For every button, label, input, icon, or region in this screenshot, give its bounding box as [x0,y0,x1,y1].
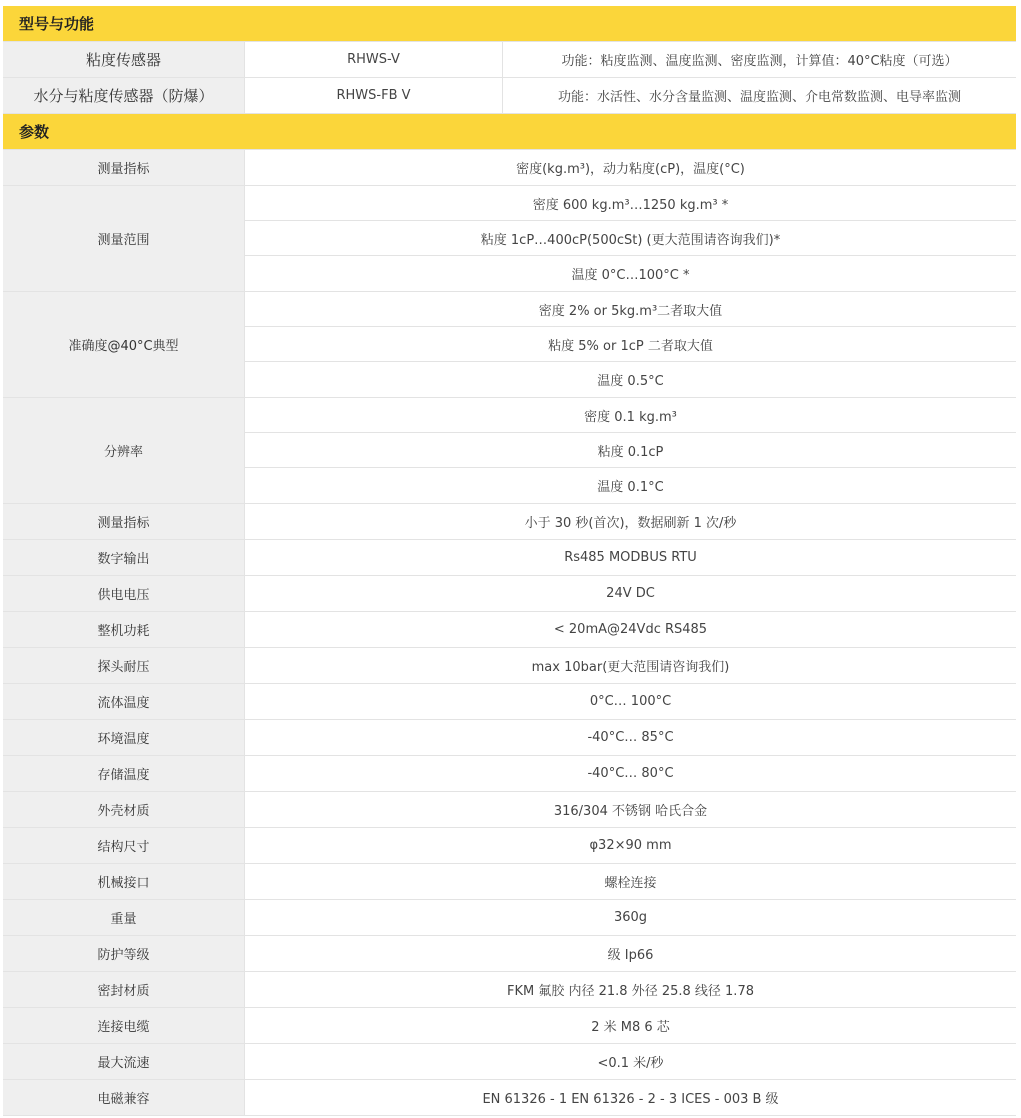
param-label: 测量指标 [3,504,245,539]
param-row [3,684,1016,720]
param-label: 准确度@40°C典型 [3,292,245,397]
param-label: 测量指标 [3,150,245,185]
model-function: 功能：水活性、水分含量监测、温度监测、介电常数监测、电导率监测 [557,90,961,105]
param-label: 重量 [3,900,245,935]
param-values [245,292,1016,397]
param-label: 环境温度 [3,720,245,755]
model-row [3,42,1016,78]
param-row [3,936,1016,972]
param-row [3,504,1016,540]
param-label: 存储温度 [3,756,245,791]
param-value: 密度 600 kg.m³…1250 kg.m³ * [245,186,1016,221]
param-group-row [3,292,1016,398]
model-row [3,78,1016,114]
model-name: 粘度传感器 [3,42,245,77]
section-header-models: 型号与功能 [3,6,1016,42]
param-value: 温度 0.1°C [597,480,664,495]
param-label: 数字输出 [3,540,245,575]
param-label: 密封材质 [3,972,245,1007]
param-row [3,1080,1016,1116]
param-value: <0.1 米/秒 [597,1056,664,1071]
param-label: 连接电缆 [3,1008,245,1043]
param-row [3,972,1016,1008]
param-row [3,1044,1016,1080]
param-label: 探头耐压 [3,648,245,683]
param-value: 粘度 5% or 1cP 二者取大值 [245,327,1016,362]
param-row [3,792,1016,828]
param-label: 最大流速 [3,1044,245,1079]
param-value: 24V DC [606,586,655,601]
param-row [3,576,1016,612]
param-row [3,864,1016,900]
param-label: 防护等级 [3,936,245,971]
param-label: 分辨率 [3,398,245,503]
param-value: 0°C… 100°C [589,694,672,709]
param-value: φ32×90 mm [589,838,672,853]
section-header-params: 参数 [3,114,1016,150]
param-row [3,648,1016,684]
param-row [3,612,1016,648]
param-label: 结构尺寸 [3,828,245,863]
model-code: RHWS-FB V [245,78,503,113]
param-label: 电磁兼容 [3,1080,245,1115]
param-row [3,828,1016,864]
param-label: 流体温度 [3,684,245,719]
param-value: -40°C… 80°C [587,766,674,781]
param-row [3,150,1016,186]
param-label: 测量范围 [3,186,245,291]
param-value: 密度 2% or 5kg.m³二者取大值 [245,292,1016,327]
param-value: 密度 0.1 kg.m³ [245,398,1016,433]
param-value: max 10bar(更大范围请咨询我们) [531,660,730,675]
param-label: 整机功耗 [3,612,245,647]
param-value: 级 Ip66 [607,948,654,963]
param-label: 供电电压 [3,576,245,611]
param-value: 温度 0°C…100°C * [571,268,690,283]
param-values [245,398,1016,503]
param-group-row [3,398,1016,504]
param-value: Rs485 MODBUS RTU [564,550,697,565]
model-code: RHWS-V [245,42,503,77]
param-row [3,720,1016,756]
model-function: 功能：粘度监测、温度监测、密度监测，计算值：40°C粘度（可选） [561,54,958,69]
param-label: 外壳材质 [3,792,245,827]
param-value: 粘度 0.1cP [245,433,1016,468]
param-values [245,186,1016,291]
param-value: 316/304 不锈钢 哈氏合金 [553,804,708,819]
param-row [3,540,1016,576]
model-name: 水分与粘度传感器（防爆） [3,78,245,113]
param-row [3,900,1016,936]
param-value: 螺栓连接 [604,876,657,891]
param-value: 温度 0.5°C [597,374,664,389]
param-value: 粘度 1cP…400cP(500cSt) (更大范围请咨询我们)* [245,221,1016,256]
spec-table [3,6,1016,1116]
param-value: 360g [613,910,648,925]
param-value: FKM 氟胶 内径 21.8 外径 25.8 线径 1.78 [507,984,754,999]
param-row [3,756,1016,792]
param-group-row [3,186,1016,292]
param-row [3,1008,1016,1044]
param-value: 小于 30 秒(首次)，数据刷新 1 次/秒 [524,516,737,531]
param-value: 密度(kg.m³)，动力粘度(cP)，温度(°C) [516,162,745,177]
param-value: 2 米 M8 6 芯 [591,1020,670,1035]
param-value: EN 61326 - 1 EN 61326 - 2 - 3 ICES - 003 B 级 [482,1092,779,1107]
param-value: < 20mA@24Vdc RS485 [553,622,708,637]
param-label: 机械接口 [3,864,245,899]
param-value: -40°C… 85°C [587,730,674,745]
